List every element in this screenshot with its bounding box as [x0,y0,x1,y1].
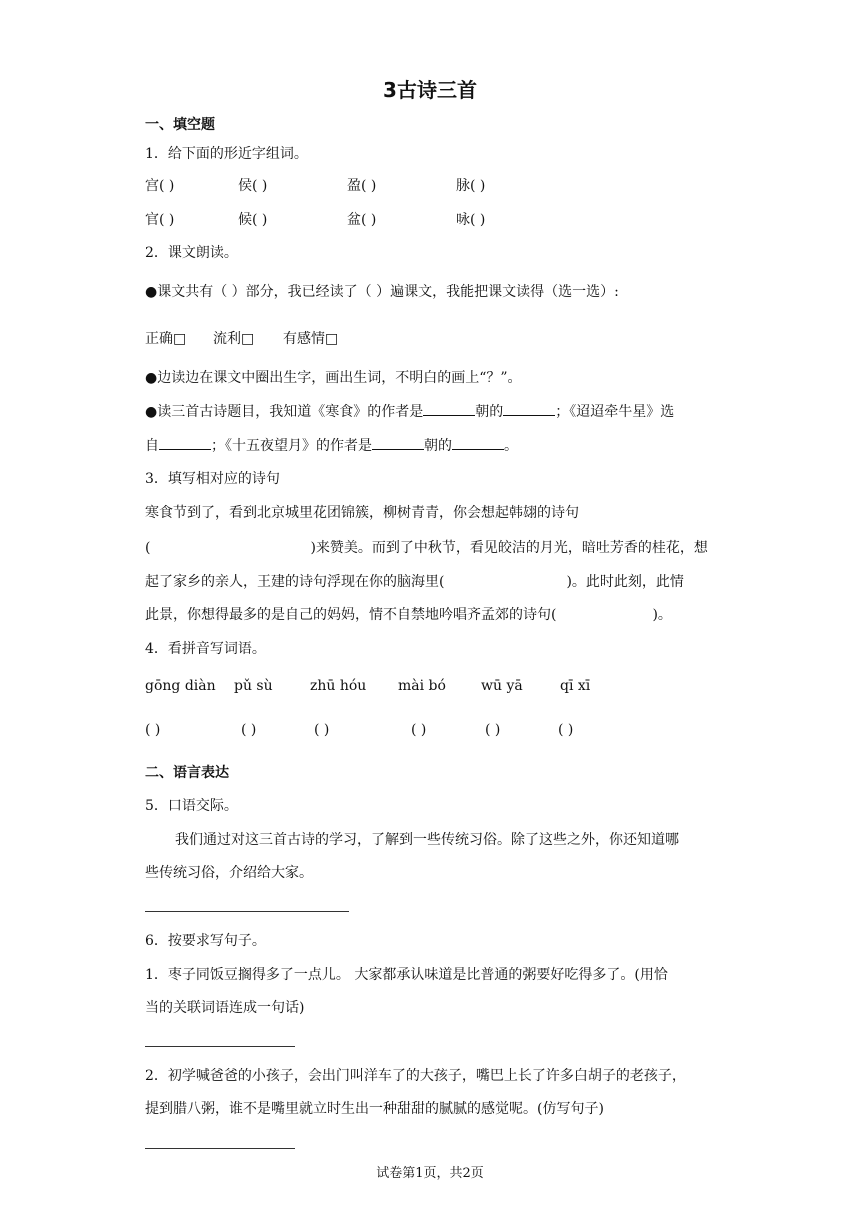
answer-bracket[interactable]: ( ) [241,722,257,738]
word-group-item: 官( ) [145,212,175,228]
option-fluent: 流利□ [213,331,255,347]
option-correct: 正确□ [145,331,187,347]
word-group-item: 盈( ) [347,178,377,194]
section-heading-fill-blank: 一、填空题 [145,117,215,133]
answer-line[interactable] [145,1046,295,1047]
answer-bracket[interactable]: ( ) [411,722,427,738]
page-footer: 试卷第1页，共2页 [376,1166,484,1181]
answer-blank[interactable] [452,435,504,450]
text-segment: )。 [652,607,672,623]
pinyin-item: wū yā [481,678,523,694]
answer-blank[interactable] [503,401,555,416]
question-5-label: 5．口语交际。 [145,798,238,814]
question-6-label: 6．按要求写句子。 [145,933,266,949]
poem-para-line-4 [145,604,672,624]
text-segment: 。 [504,438,518,454]
question-5-para-line-2: 些传统习俗，介绍给大家。 [145,865,313,881]
text-segment: )来赞美。而到了中秋节，看见皎洁的月光，暗吐芳香的桂花，想 [310,540,708,556]
text-segment: ( [145,540,151,556]
pinyin-item: gōng diàn [145,678,216,694]
answer-line[interactable] [145,911,349,912]
text-segment: 自 [145,438,159,454]
text-segment: 朝的 [475,404,504,420]
word-group-item: 脉( ) [456,178,486,194]
pinyin-item: zhū hóu [310,678,367,694]
reading-line-1: ●课文共有（ ）部分，我已经读了（ ）遍课文，我能把课文读得（选一选）: [145,284,619,300]
answer-bracket[interactable]: ( ) [485,722,501,738]
answer-blank[interactable] [372,435,424,450]
text-segment: ●读三首古诗题目，我知道《寒食》的作者是 [145,404,424,420]
option-emotional: 有感情□ [283,331,339,347]
question-5-para-line-1: 我们通过对这三首古诗的学习，了解到一些传统习俗。除了这些之外，你还知道哪 [175,832,679,848]
pinyin-item: pǔ sù [234,678,273,694]
answer-blank[interactable] [423,401,475,416]
page-title: 3古诗三首 [383,78,477,102]
word-group-item: 盆( ) [347,212,377,228]
text-segment: ；《十五夜望月》的作者是 [211,438,372,454]
answer-bracket[interactable]: ( ) [145,722,161,738]
poem-para-line-1: 寒食节到了，看到北京城里花团锦簇，柳树青青，你会想起韩翃的诗句 [145,505,579,521]
reading-line-3 [145,401,674,421]
answer-bracket[interactable]: ( ) [314,722,330,738]
pinyin-item: mài bó [398,678,446,694]
question-3-label: 3．填写相对应的诗句 [145,471,280,487]
answer-line[interactable] [145,1148,295,1149]
reading-line-4 [145,435,518,455]
word-group-item: 宫( ) [145,178,175,194]
sentence-task-2-line-2: 提到腊八粥，谁不是嘴里就立时生出一种甜甜的腻腻的感觉呢。(仿写句子) [145,1101,604,1117]
word-group-item: 侯( ) [238,178,268,194]
answer-bracket[interactable]: ( ) [558,722,574,738]
text-segment: ；《迢迢牵牛星》选 [555,404,675,420]
pinyin-item: qī xī [560,678,591,694]
poem-para-line-2 [145,537,708,557]
sentence-task-1-line-2: 当的关联词语连成一句话) [145,1000,305,1016]
text-segment: 起了家乡的亲人，王建的诗句浮现在你的脑海里( [145,574,445,590]
poem-para-line-3 [145,571,684,591]
text-segment: )。此时此刻，此情 [566,574,684,590]
answer-blank[interactable] [159,435,211,450]
section-heading-expression: 二、语言表达 [145,765,229,781]
text-segment: 朝的 [424,438,452,454]
question-4-label: 4．看拼音写词语。 [145,641,266,657]
question-1-label: 1．给下面的形近字组词。 [145,146,308,162]
word-group-item: 候( ) [238,212,268,228]
question-2-label: 2．课文朗读。 [145,245,238,261]
word-group-item: 咏( ) [456,212,486,228]
reading-line-2: ●边读边在课文中圈出生字，画出生词，不明白的画上“？”。 [145,370,522,386]
sentence-task-2-line-1: 2．初学喊爸爸的小孩子，会出门叫洋车了的大孩子，嘴巴上长了许多白胡子的老孩子， [145,1068,686,1084]
text-segment: 此景，你想得最多的是自己的妈妈，情不自禁地吟唱齐孟郊的诗句( [145,607,557,623]
sentence-task-1-line-1: 1．枣子同饭豆搁得多了一点儿。 大家都承认味道是比普通的粥要好吃得多了。(用恰 [145,967,668,983]
